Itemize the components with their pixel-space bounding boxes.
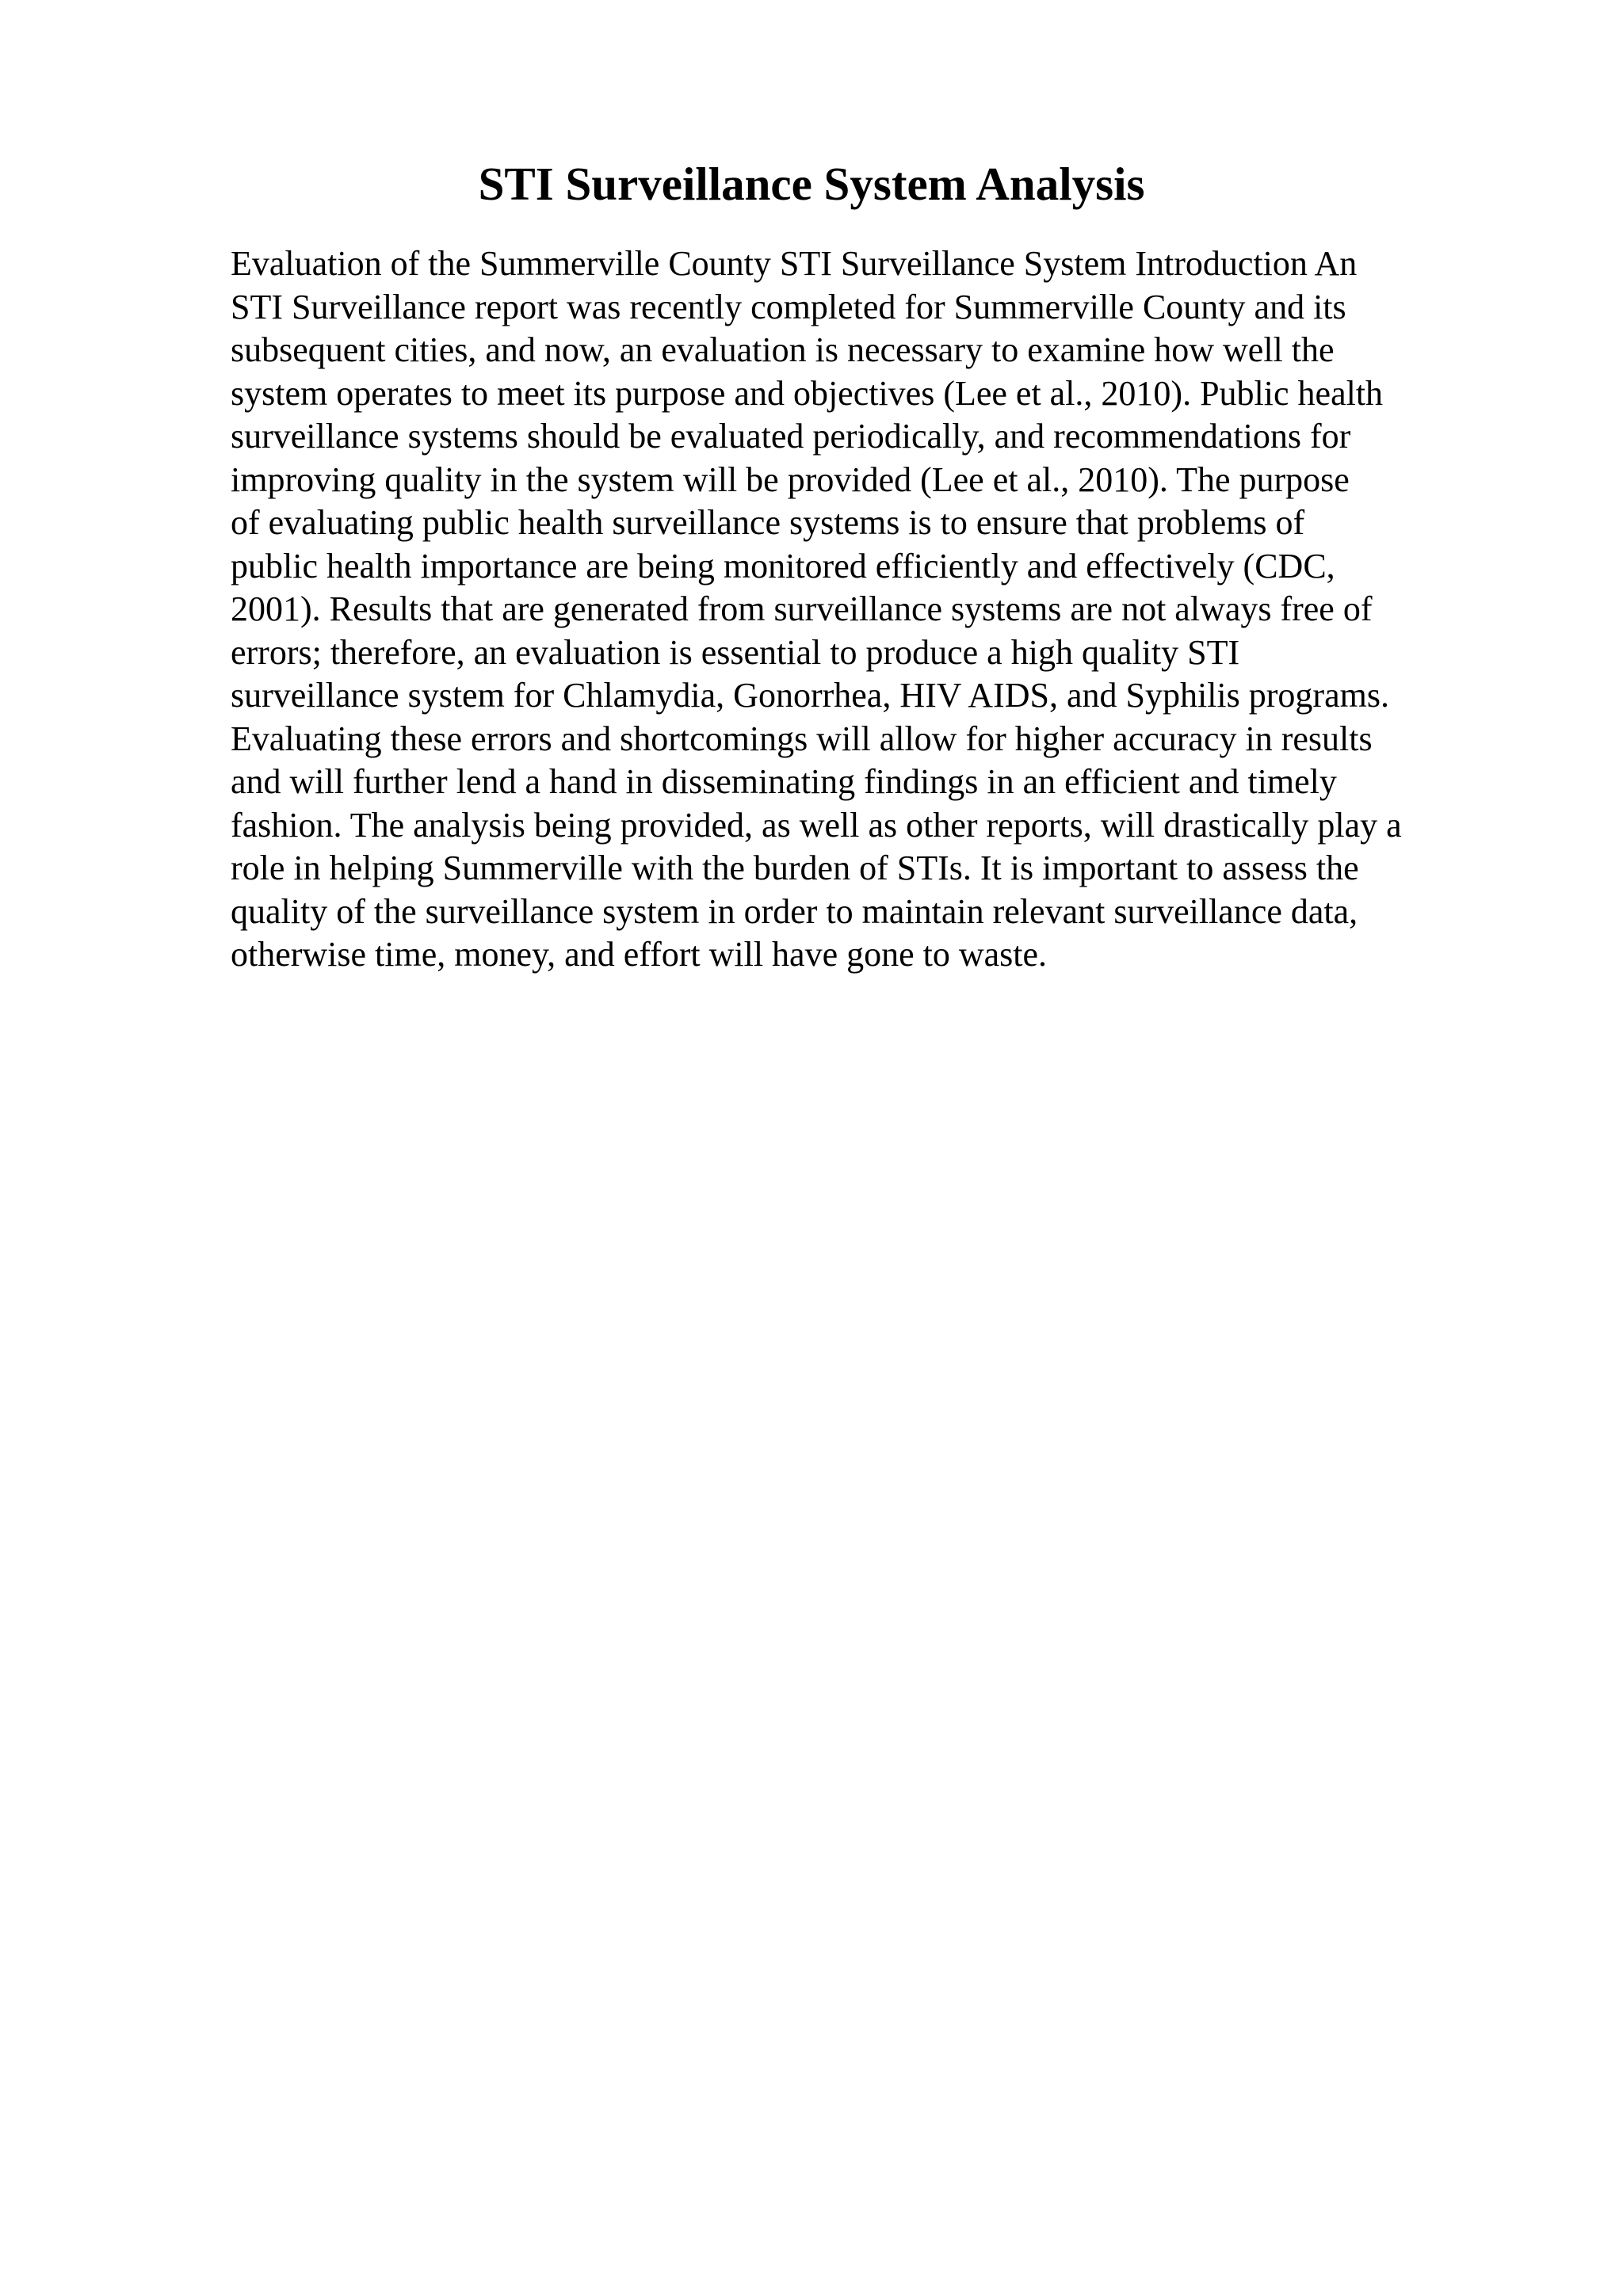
paragraph-line: otherwise time, money, and effort will have gone to waste. xyxy=(231,935,1048,974)
paragraph-line: quality of the surveillance system in order to maintain relevant surveillance data, xyxy=(231,891,1358,931)
paragraph-line: surveillance system for Chlamydia, Gonorrhea, HIV AIDS, and Syphilis programs. xyxy=(231,676,1389,715)
paragraph-line: Evaluation of the Summerville County STI Surveillance System Introduction An xyxy=(231,244,1358,283)
paragraph-line: errors; therefore, an evaluation is essential to produce a high quality STI xyxy=(231,632,1240,672)
paragraph-line: role in helping Summerville with the burden of STIs. It is important to assess the xyxy=(231,849,1359,887)
paragraph-line: 2001). Results that are generated from surveillance systems are not always free of xyxy=(231,589,1373,628)
paragraph-line: Evaluating these errors and shortcomings will allow for higher accuracy in results xyxy=(231,719,1373,758)
paragraph-line: and will further lend a hand in disseminating findings in an efficient and timely xyxy=(231,762,1337,801)
paragraph-line: subsequent cities, and now, an evaluation is necessary to examine how well the xyxy=(231,330,1335,369)
paragraph-line: improving quality in the system will be provided (Lee et al., 2010). The purpose xyxy=(231,460,1350,499)
paragraph-line: STI Surveillance report was recently completed for Summerville County and its xyxy=(231,287,1346,326)
paragraph-line: system operates to meet its purpose and objectives (Lee et al., 2010). Public health xyxy=(231,373,1384,413)
paragraph-line: of evaluating public health surveillance systems is to ensure that problems of xyxy=(231,503,1305,542)
paragraph-line: fashion. The analysis being provided, as well as other reports, will drastically play a xyxy=(231,805,1402,845)
paragraph-line: surveillance systems should be evaluated periodically, and recommendations for xyxy=(231,417,1351,456)
document-title: STI Surveillance System Analysis xyxy=(478,158,1145,210)
paragraph-line: public health importance are being monitored efficiently and effectively (CDC, xyxy=(231,546,1335,585)
body-paragraph xyxy=(231,242,1491,977)
